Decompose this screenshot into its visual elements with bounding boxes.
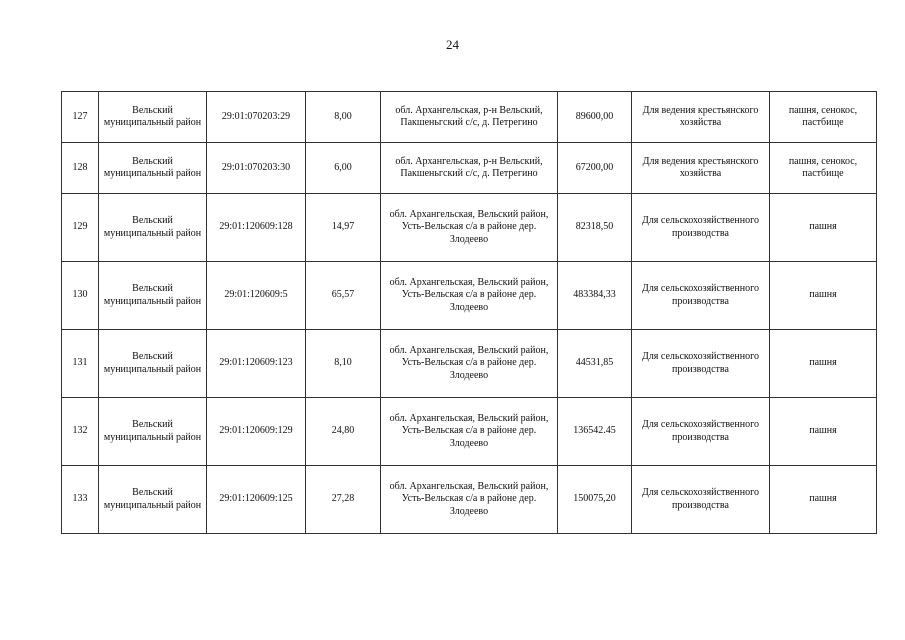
cell-municipality: Вельский муниципальный район	[99, 194, 207, 262]
cell-land-type: пашня	[770, 466, 877, 534]
cell-area: 8,10	[306, 330, 381, 398]
cell-municipality: Вельский муниципальный район	[99, 143, 207, 194]
table-row	[62, 194, 877, 262]
cell-number: 133	[62, 466, 99, 534]
cell-cadastral-number: 29:01:120609:128	[207, 194, 306, 262]
cell-address: обл. Архангельская, Вельский район, Усть-Вельская с/а в районе дер. Злодеево	[381, 466, 558, 534]
cell-area: 8,00	[306, 92, 381, 143]
cell-municipality: Вельский муниципальный район	[99, 398, 207, 466]
cell-address: обл. Архангельская, Вельский район, Усть-Вельская с/а в районе дер. Злодеево	[381, 262, 558, 330]
table-row	[62, 262, 877, 330]
cell-area: 24,80	[306, 398, 381, 466]
cell-number: 128	[62, 143, 99, 194]
cell-area: 27,28	[306, 466, 381, 534]
land-plots-table	[61, 91, 877, 534]
cell-purpose: Для сельскохозяйственного производства	[632, 466, 770, 534]
cell-address: обл. Архангельская, Вельский район, Усть-Вельская с/а в районе дер. Злодеево	[381, 398, 558, 466]
cell-address: обл. Архангельская, Вельский район, Усть-Вельская с/а в районе дер. Злодеево	[381, 330, 558, 398]
cell-cadastral-number: 29:01:070203:29	[207, 92, 306, 143]
table-row	[62, 330, 877, 398]
cell-number: 131	[62, 330, 99, 398]
cell-area: 14,97	[306, 194, 381, 262]
cell-land-type: пашня, сенокос, пастбище	[770, 143, 877, 194]
cell-land-type: пашня	[770, 398, 877, 466]
cell-purpose: Для сельскохозяйственного производства	[632, 398, 770, 466]
cell-purpose: Для сельскохозяйственного производства	[632, 194, 770, 262]
cell-land-type: пашня	[770, 194, 877, 262]
cell-number: 130	[62, 262, 99, 330]
cell-number: 127	[62, 92, 99, 143]
cell-municipality: Вельский муниципальный район	[99, 466, 207, 534]
cell-price: 89600,00	[558, 92, 632, 143]
cell-cadastral-number: 29:01:120609:123	[207, 330, 306, 398]
cell-land-type: пашня, сенокос, пастбище	[770, 92, 877, 143]
table-row	[62, 143, 877, 194]
cell-municipality: Вельский муниципальный район	[99, 330, 207, 398]
cell-number: 132	[62, 398, 99, 466]
cell-cadastral-number: 29:01:120609:129	[207, 398, 306, 466]
table-row	[62, 398, 877, 466]
cell-price: 44531,85	[558, 330, 632, 398]
page-number: 24	[446, 37, 459, 52]
cell-purpose: Для сельскохозяйственного производства	[632, 262, 770, 330]
cell-municipality: Вельский муниципальный район	[99, 262, 207, 330]
cell-land-type: пашня	[770, 262, 877, 330]
cell-area: 6,00	[306, 143, 381, 194]
cell-cadastral-number: 29:01:070203:30	[207, 143, 306, 194]
cell-purpose: Для ведения крестьянского хозяйства	[632, 92, 770, 143]
cell-price: 82318,50	[558, 194, 632, 262]
cell-cadastral-number: 29:01:120609:125	[207, 466, 306, 534]
cell-price: 483384,33	[558, 262, 632, 330]
cell-price: 136542.45	[558, 398, 632, 466]
cell-price: 67200,00	[558, 143, 632, 194]
cell-land-type: пашня	[770, 330, 877, 398]
cell-purpose: Для сельскохозяйственного производства	[632, 330, 770, 398]
cell-price: 150075,20	[558, 466, 632, 534]
cell-municipality: Вельский муниципальный район	[99, 92, 207, 143]
cell-address: обл. Архангельская, Вельский район, Усть-Вельская с/а в районе дер. Злодеево	[381, 194, 558, 262]
cell-purpose: Для ведения крестьянского хозяйства	[632, 143, 770, 194]
cell-cadastral-number: 29:01:120609:5	[207, 262, 306, 330]
table-body	[62, 92, 877, 534]
table-row	[62, 92, 877, 143]
cell-number: 129	[62, 194, 99, 262]
cell-address: обл. Архангельская, р-н Вельский, Пакшеньгский с/с, д. Петрегино	[381, 143, 558, 194]
cell-area: 65,57	[306, 262, 381, 330]
cell-address: обл. Архангельская, р-н Вельский, Пакшеньгский с/с, д. Петрегино	[381, 92, 558, 143]
table-row	[62, 466, 877, 534]
